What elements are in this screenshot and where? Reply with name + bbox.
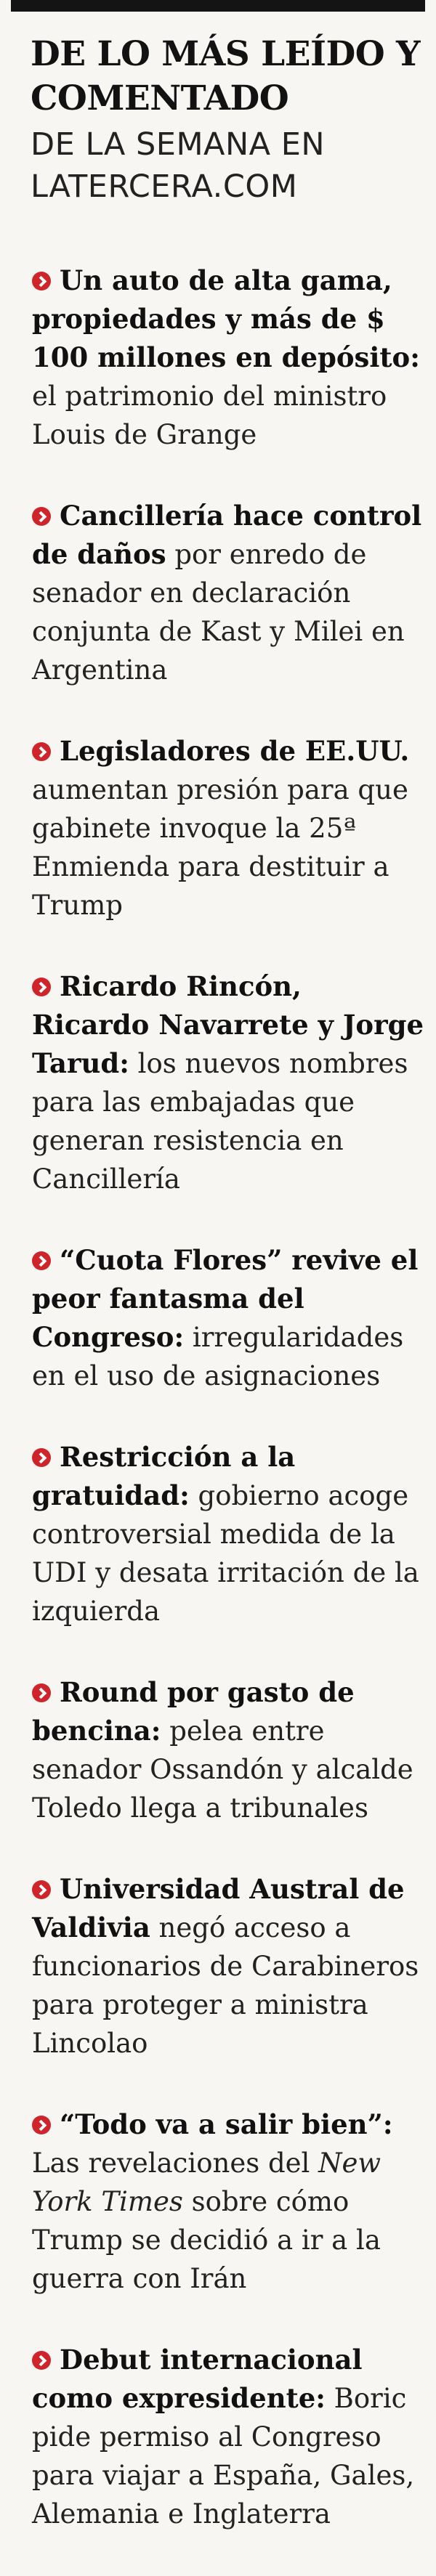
item-lead: Universidad Austral de Valdivia	[32, 1873, 405, 1943]
section-subtitle	[31, 123, 423, 208]
red-circle-chevron-icon	[32, 272, 51, 290]
red-circle-chevron-icon	[32, 2116, 51, 2134]
item-text: gobierno acoge controversial medida de la UDI y desata irritación de la izquierda	[32, 1480, 419, 1627]
list-item[interactable]	[32, 1870, 424, 2063]
subtitle-line-1: DE LA SEMANA EN	[31, 126, 326, 163]
list-item[interactable]	[32, 1241, 424, 1395]
red-circle-chevron-icon	[32, 1251, 51, 1270]
item-text: pelea entre senador Ossandón y alcalde Toledo llega a tribunales	[32, 1715, 413, 1824]
item-text: negó acceso a funcionarios de Carabineros para proteger a ministra Lincolao	[32, 1912, 419, 2059]
item-lead: Cancillería hace control de daños	[32, 500, 422, 570]
item-lead: “Todo va a salir bien”:	[60, 2108, 393, 2140]
red-circle-chevron-icon	[32, 1683, 51, 1702]
subtitle-line-2: LATERCERA.COM	[31, 168, 298, 205]
title-line-2: COMENTADO	[31, 78, 289, 118]
list-item[interactable]	[32, 2105, 424, 2298]
list-item[interactable]	[32, 1438, 424, 1630]
item-text: el patrimonio del ministro Louis de Grange	[32, 381, 387, 450]
item-text-before: Las revelaciones del	[32, 2148, 319, 2179]
item-text: Boric pide permiso al Congreso para viajar a España, Gales, Alemania e Inglaterra	[32, 2383, 415, 2530]
section-title	[31, 32, 423, 121]
item-lead: Legisladores de EE.UU.	[60, 735, 410, 767]
list-item[interactable]	[32, 261, 424, 454]
item-text	[32, 2148, 381, 2294]
item-lead: Restricción a la gratuidad:	[32, 1441, 296, 1511]
red-circle-chevron-icon	[32, 742, 51, 761]
item-text: por enredo de senador en declaración conjunta de Kast y Milei en Argentina	[32, 539, 405, 686]
item-lead: “Cuota Flores” revive el peor fantasma del Congreso:	[32, 1244, 419, 1353]
list-item[interactable]	[32, 2341, 424, 2533]
red-circle-chevron-icon	[32, 507, 51, 526]
item-lead: Debut internacional como expresidente:	[32, 2344, 363, 2414]
publication-name: New York Times	[32, 2148, 382, 2217]
red-circle-chevron-icon	[32, 1880, 51, 1899]
red-circle-chevron-icon	[32, 1448, 51, 1467]
item-lead: Round por gasto de bencina:	[32, 1676, 355, 1747]
top-rule	[11, 0, 425, 12]
item-text: aumentan presión para que gabinete invoque la 25ª Enmienda para destituir a Trump	[32, 774, 408, 921]
item-text: los nuevos nombres para las embajadas que generan resistencia en Cancillería	[32, 1048, 408, 1195]
item-text: irregularidades en el uso de asignaciones	[32, 1322, 404, 1391]
most-read-list	[32, 261, 424, 2576]
item-lead: Ricardo Rincón, Ricardo Navarrete y Jorge Tarud:	[32, 970, 424, 1079]
list-item[interactable]	[32, 1673, 424, 1827]
red-circle-chevron-icon	[32, 978, 51, 996]
item-text-after: sobre cómo Trump se decidió a ir a la guerra con Irán	[32, 2186, 381, 2294]
list-item[interactable]	[32, 967, 424, 1198]
section-header	[31, 32, 423, 208]
title-line-1: DE LO MÁS LEÍDO Y	[31, 34, 421, 74]
list-item[interactable]	[32, 732, 424, 925]
item-lead: Un auto de alta gama, propiedades y más de $ 100 millones en depósito:	[32, 264, 420, 373]
red-circle-chevron-icon	[32, 2351, 51, 2370]
list-item[interactable]	[32, 497, 424, 689]
